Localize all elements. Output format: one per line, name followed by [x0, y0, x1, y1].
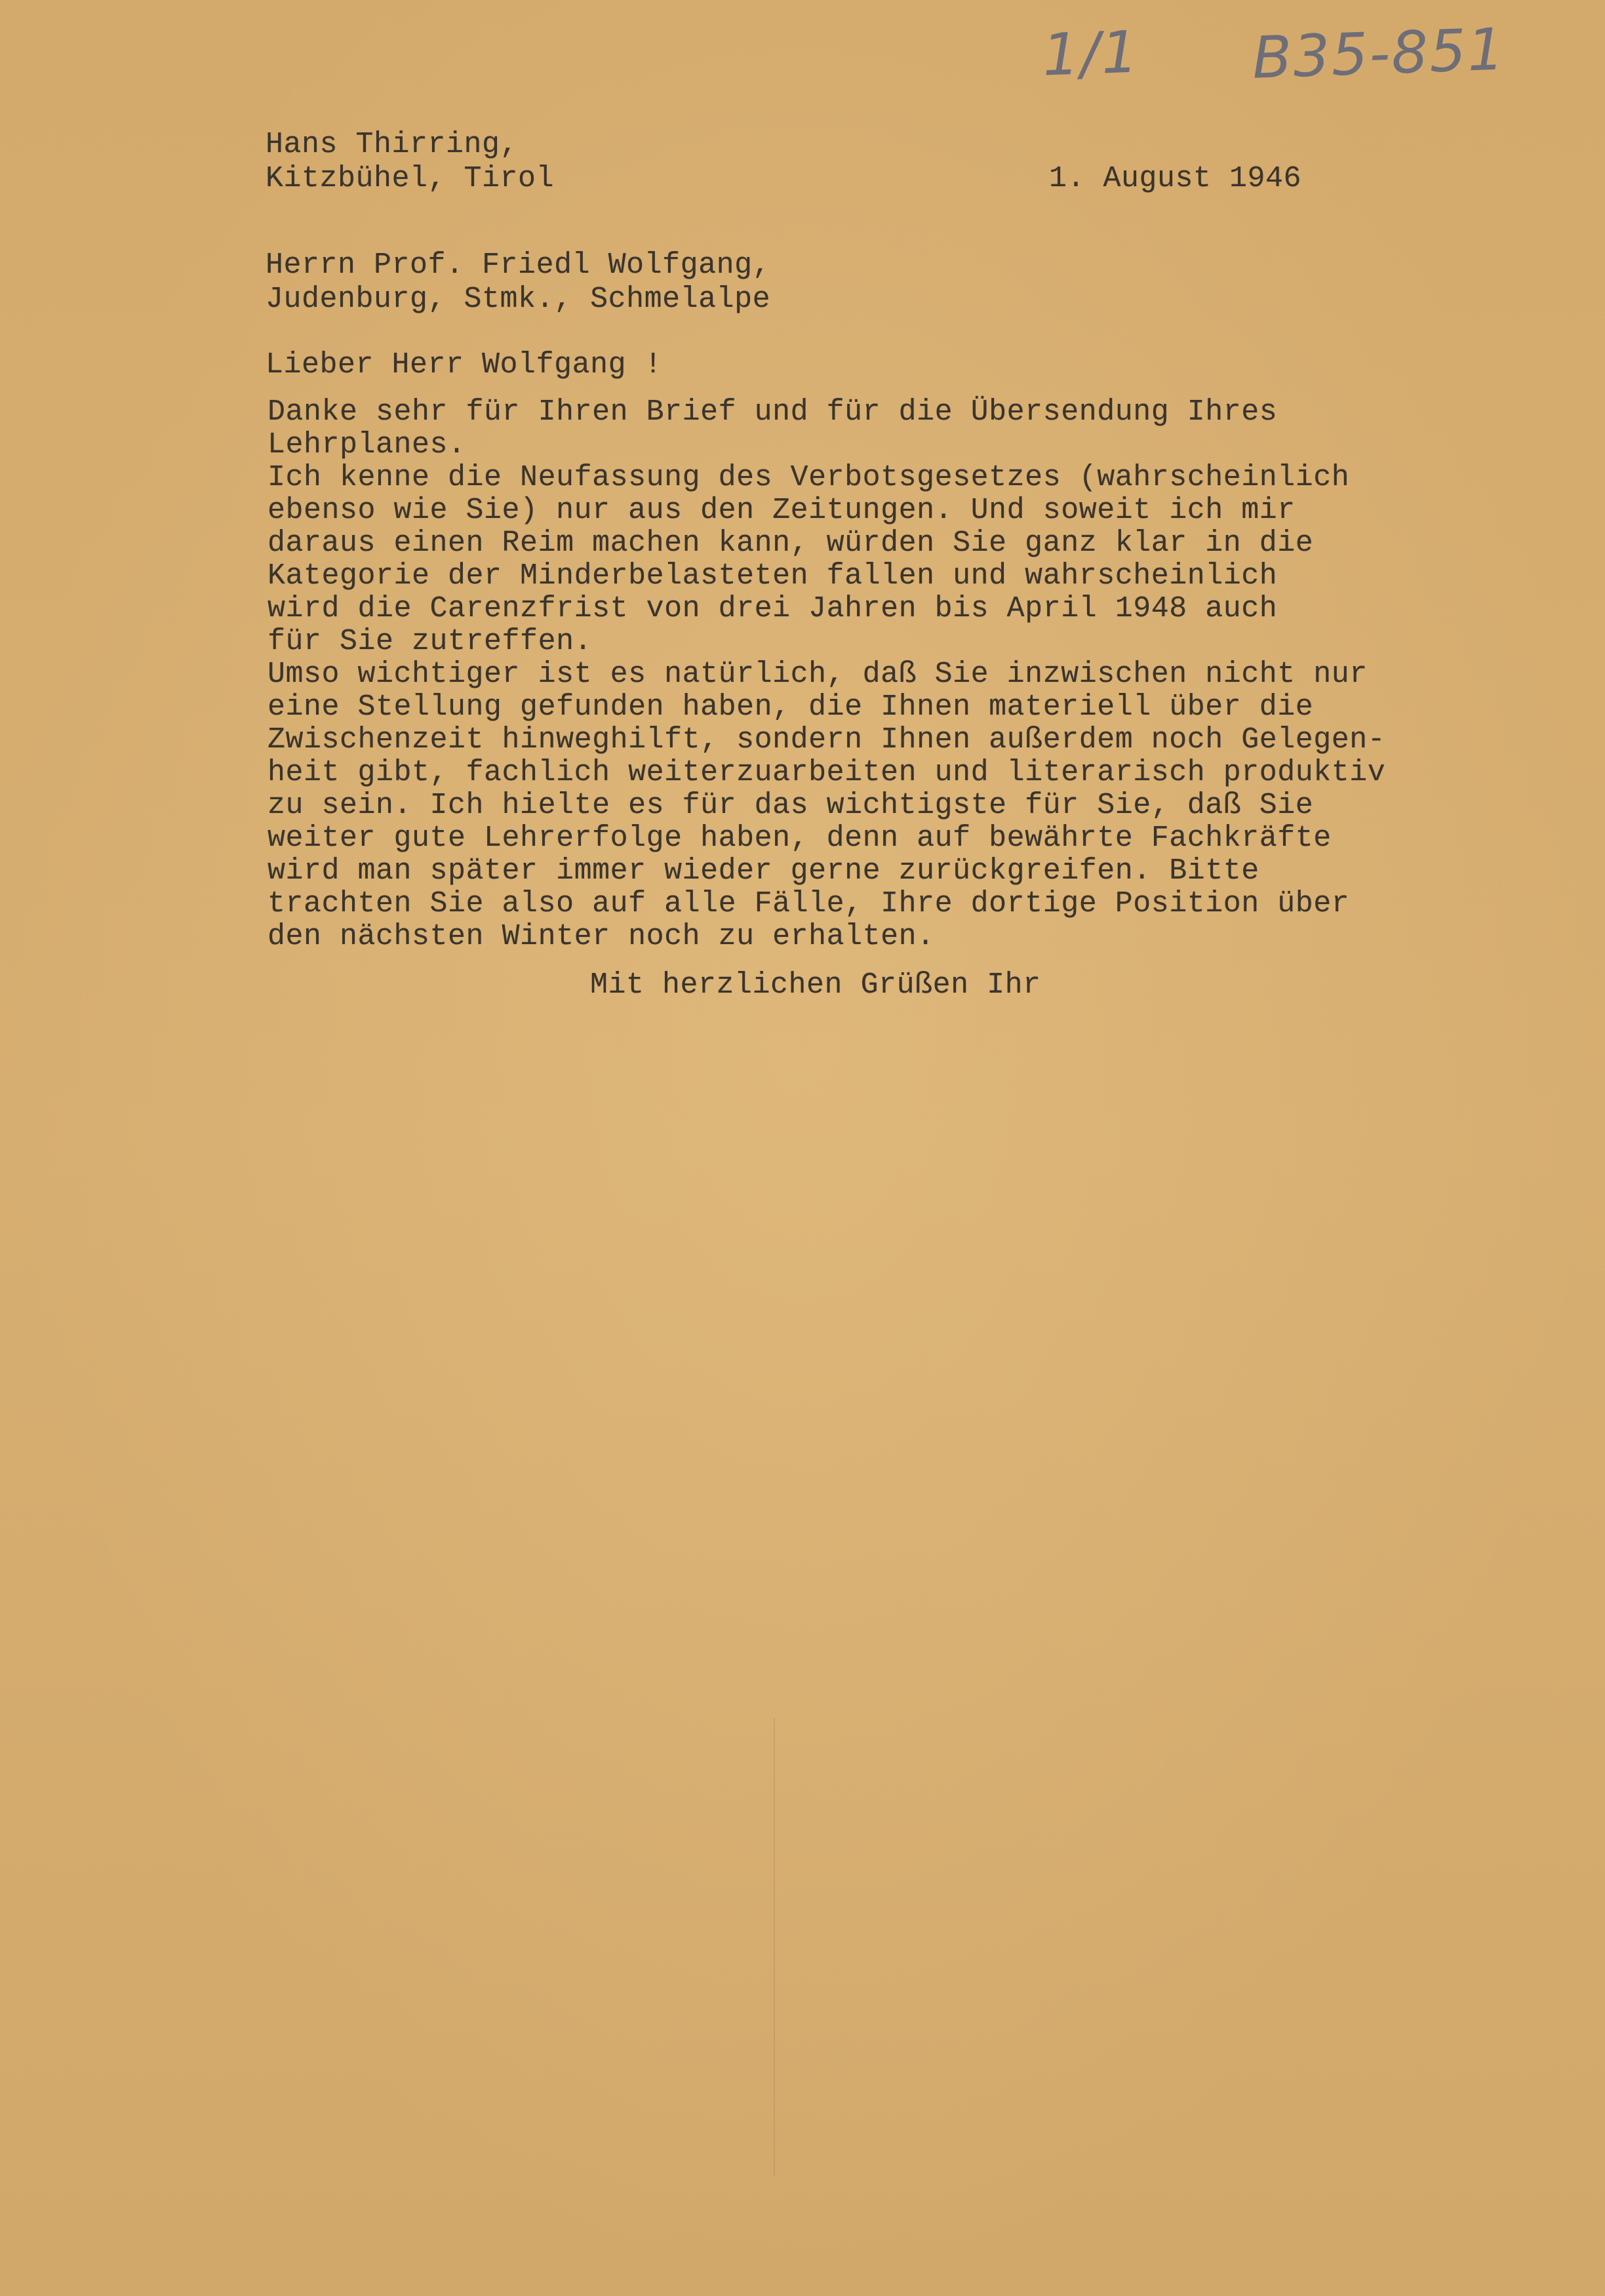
body-line: daraus einen Reim machen kann, würden Sie ganz klar in die	[268, 526, 1314, 560]
body-line: trachten Sie also auf alle Fälle, Ihre dortige Position über	[268, 887, 1350, 920]
body-line: ebenso wie Sie) nur aus den Zeitungen. Und soweit ich mir	[268, 494, 1296, 527]
body-line: wird man später immer wieder gerne zurückgreifen. Bitte	[268, 854, 1259, 888]
body-line: Zwischenzeit hinweghilft, sondern Ihnen außerdem noch Gelegen-	[268, 723, 1386, 757]
body-line: zu sein. Ich hielte es für das wichtigste für Sie, daß Sie	[268, 789, 1314, 822]
body-line: Danke sehr für Ihren Brief und für die Übersendung Ihres	[268, 395, 1278, 429]
body-line: heit gibt, fachlich weiterzuarbeiten und literarisch produktiv	[268, 756, 1386, 789]
body-line: Lehrplanes.	[268, 428, 466, 462]
body-line: eine Stellung gefunden haben, die Ihnen materiell über die	[268, 690, 1314, 724]
closing: Mit herzlichen Grüßen Ihr	[590, 968, 1041, 1002]
sender-place: Kitzbühel, Tirol	[266, 162, 555, 195]
body-line: weiter gute Lehrerfolge haben, denn auf bewährte Fachkräfte	[268, 821, 1332, 855]
body-line: Umso wichtiger ist es natürlich, daß Sie inzwischen nicht nur	[268, 658, 1368, 691]
body-line: wird die Carenzfrist von drei Jahren bis April 1948 auch	[268, 592, 1278, 625]
recipient-line-2: Judenburg, Stmk., Schmelalpe	[266, 283, 771, 316]
paper-crease	[774, 1718, 775, 2177]
letter-date: 1. August 1946	[1049, 162, 1302, 195]
sender-name: Hans Thirring,	[266, 128, 519, 161]
recipient-line-1: Herrn Prof. Friedl Wolfgang,	[266, 248, 771, 282]
body-line: für Sie zutreffen.	[268, 625, 593, 658]
salutation: Lieber Herr Wolfgang !	[266, 348, 663, 382]
body-line: Kategorie der Minderbelasteten fallen und wahrscheinlich	[268, 559, 1278, 593]
body-line: den nächsten Winter noch zu erhalten.	[268, 920, 935, 953]
body-line: Ich kenne die Neufassung des Verbotsgesetzes (wahrscheinlich	[268, 461, 1350, 494]
archive-signature-mark: B35-851	[1251, 15, 1507, 92]
archive-folio-mark: 1/1	[1041, 18, 1141, 89]
